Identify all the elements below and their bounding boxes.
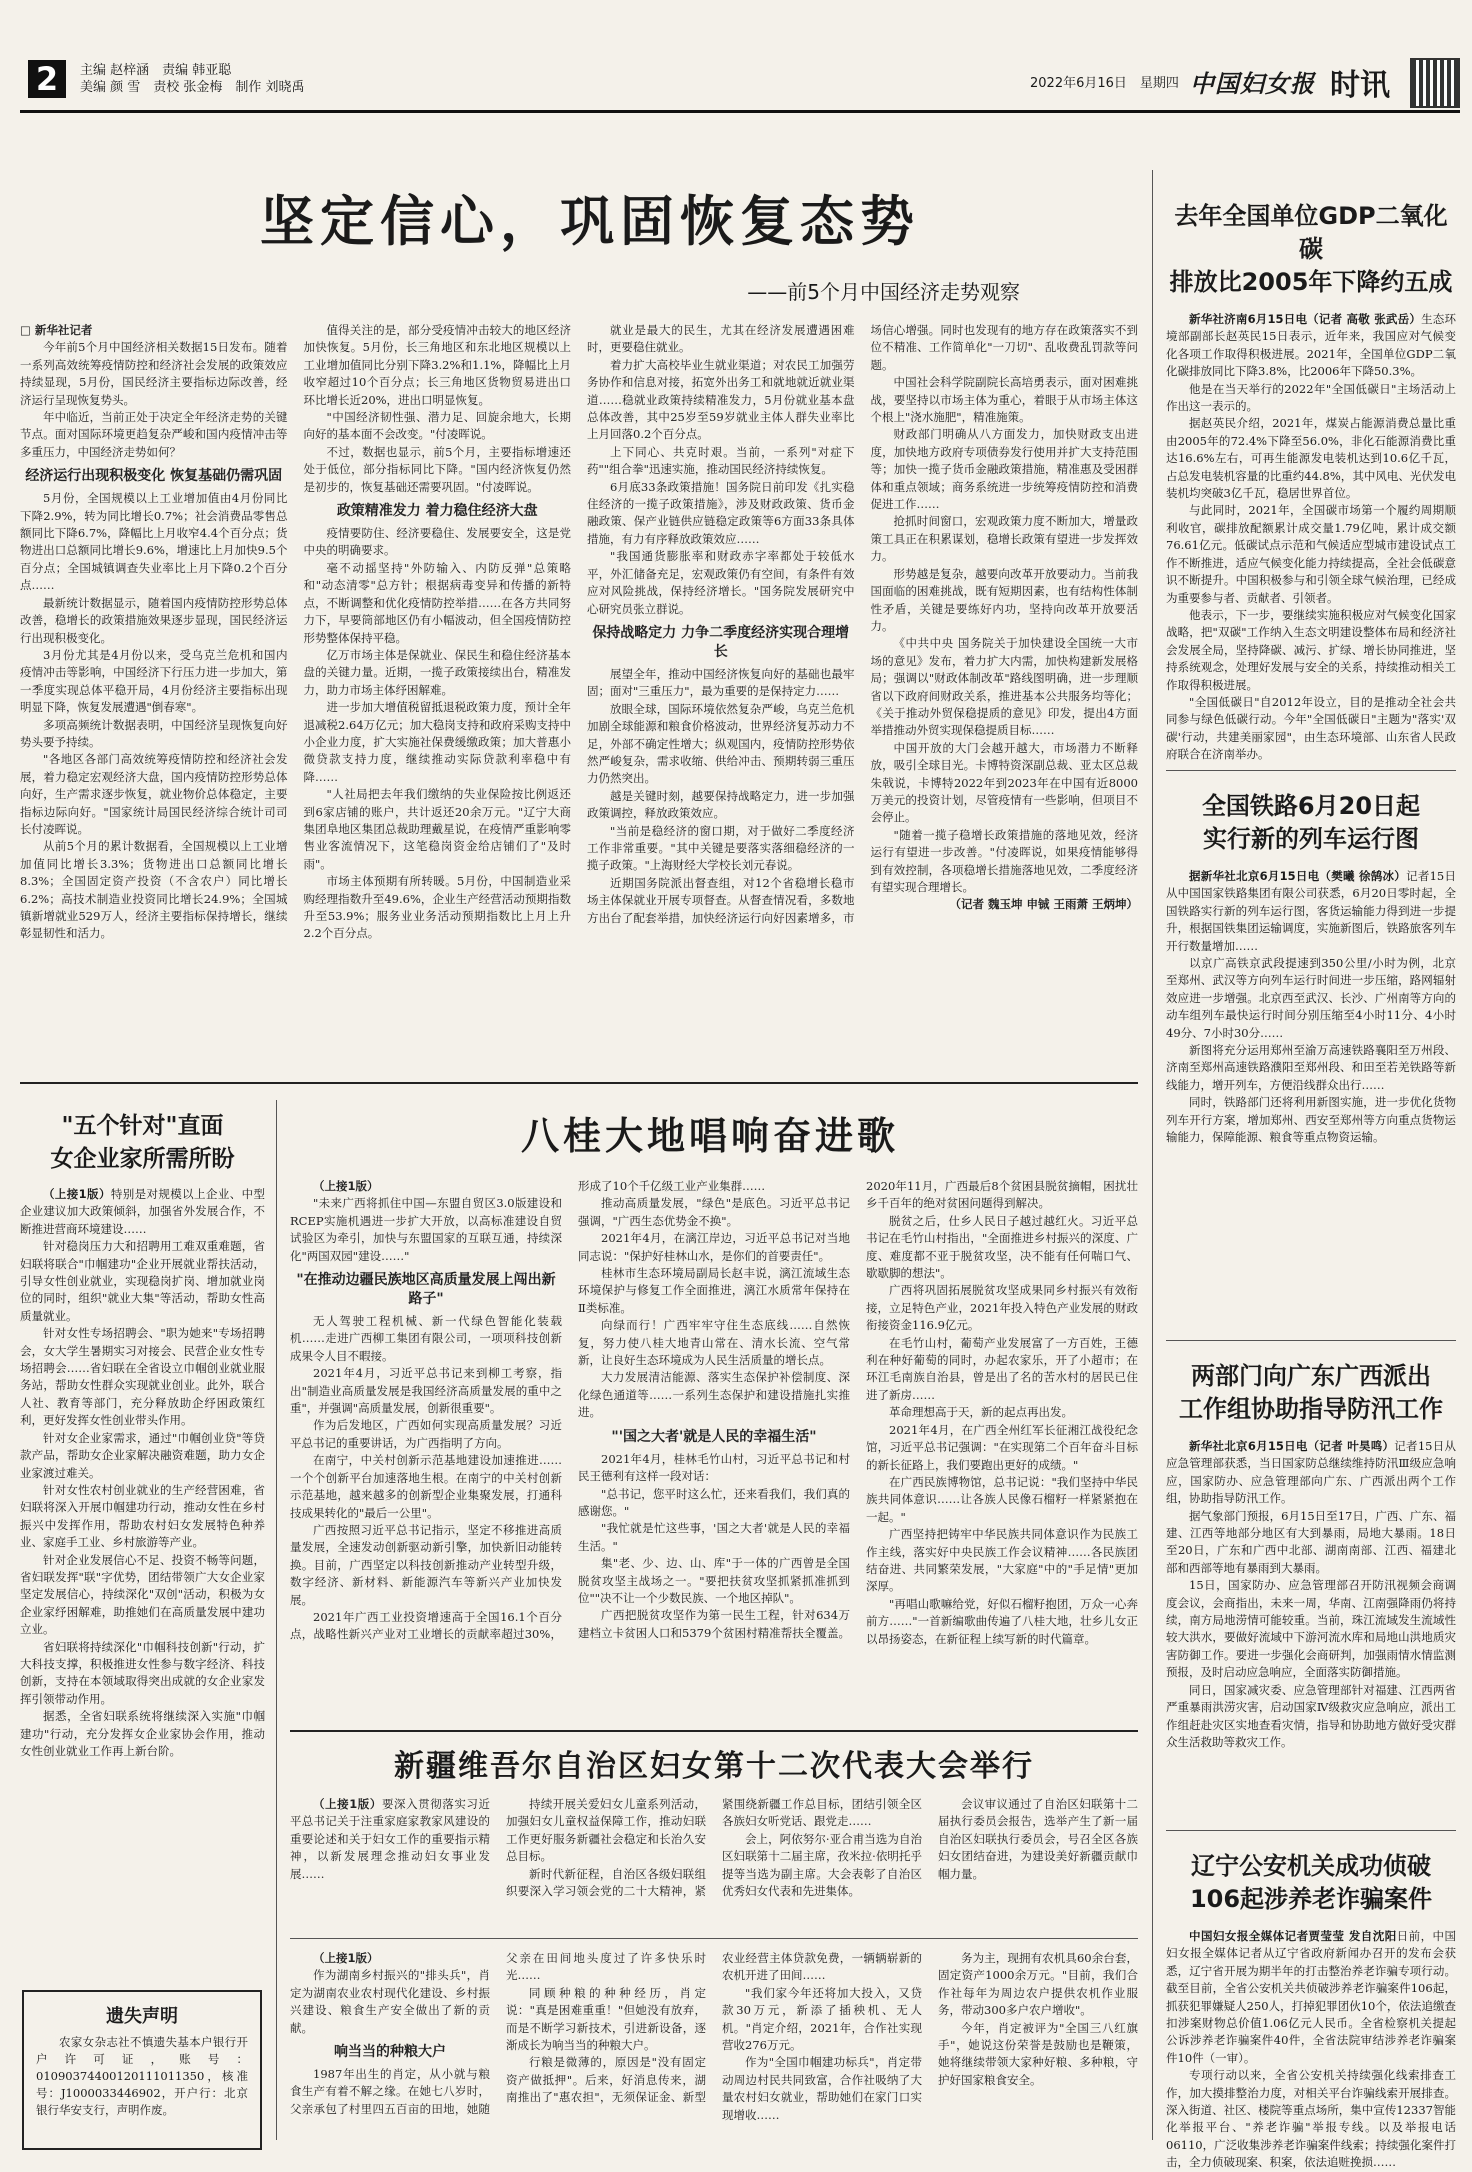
paragraph: 桂林市生态环境局副局长赵丰说，漓江流域生态环境保护与修复工作全面推进，漓江水质常年保持在Ⅱ类标准。 bbox=[578, 1266, 850, 1315]
title-line: 排放比2005年下降约五成 bbox=[1169, 268, 1453, 296]
paragraph: 据气象部门预报，6月15日至17日，广西、广东、福建、江西等地部分地区有大到暴雨，局地大暴雨。18日至20日，广东和广西中北部、湖南南部、江西、福建北部和西部等地有暴雨到大暴雨。 bbox=[1166, 1508, 1456, 1575]
story-title bbox=[1166, 790, 1456, 856]
paragraph: 5月份，全国规模以上工业增加值由4月份同比下降2.9%，转为同比增长0.7%；社会消费品零售总额同比下降6.7%，降幅比上月收窄4.4个百分点；货物进出口总额同比增长9.6%，增速比上月加快9.5个百分点；全国城镇调查失业率比上月下降0.2个百分点…… bbox=[20, 491, 288, 593]
subheading: 经济运行出现积极变化 恢复基础仍需巩固 bbox=[25, 468, 283, 485]
paragraph: 今年，肖定被评为"全国三八红旗手"，她说这份荣誉是鼓励也是鞭策，她将继续带领大家种好粮、多种粮，守护好国家粮食安全。 bbox=[938, 2020, 1138, 2087]
title-line: 去年全国单位GDP二氧化碳 bbox=[1174, 202, 1448, 263]
paragraph: 财政部门明确从八方面发力，加快财政支出进度，加快地方政府专项债券发行使用并扩大支持范围等；加快一揽子货币金融政策措施，精准惠及受困群体和重点领域；商务系统进一步统筹疫情防控和消费促进工作…… bbox=[870, 427, 1138, 512]
paragraph: "再唱山歌嘛给党，好似石榴籽抱团，万众一心奔前方……"一首新编歌曲传遍了八桂大地，壮乡儿女正以昂扬姿态，在新征程上续写新的时代篇章。 bbox=[866, 1596, 1138, 1646]
paragraph: 同日，国家减灾委、应急管理部针对福建、江西两省严重暴雨洪涝灾害，启动国家Ⅳ级救灾应急响应，派出工作组赶赴灾区实地查看灾情，指导和协助地方做好受灾群众生活救助等救灾工作。 bbox=[1166, 1682, 1456, 1749]
story-body bbox=[1166, 1928, 1456, 2172]
paragraph: 值得关注的是，部分受疫情冲击较大的地区经济加快恢复。5月份，长三角地区和东北地区规模以上工业增加值同比分别下降3.2%和1.1%，降幅比上月收窄超过10个百分点；长三角地区货物贸易进出口环比增长近20%，进出口明显恢复。 bbox=[303, 323, 571, 407]
paragraph: 中国开放的大门会越开越大，市场潜力不断释放，吸引全球目光。卡博特资深副总裁、亚太区总裁朱戟说，卡博特2022年到2023年在中国有近8000万美元的投资计划，尽管疫情有一些影响，但项目不会停止。 bbox=[870, 740, 1138, 825]
story-text: 记者15日从应急管理部获悉，当日国家防总继续维持防汛Ⅲ级应急响应，国家防办、应急管理部向广东、广西派出两个工作组，协助指导防汛工作。 bbox=[1166, 1439, 1456, 1506]
paragraph: 广西坚持把铸牢中华民族共同体意识作为民族工作主线，落实好中央民族工作会议精神……各民族团结奋进、共同繁荣发展，"大家庭"中的"手足情"更加深厚。 bbox=[866, 1527, 1138, 1594]
paragraph: 针对稳岗压力大和招聘用工难双重难题，省妇联将联合"巾帼建功"企业开展就业帮扶活动，引导女性创业就业，实现稳岗扩岗、增加就业岗位的同时，组织"就业大集"等活动，帮助女性高质量就业。 bbox=[20, 1239, 265, 1323]
story-lede: （上接1版） bbox=[313, 1797, 382, 1811]
staff-line-2: 美编 颜 雪 责校 张金梅 制作 刘晓禹 bbox=[80, 80, 305, 95]
subheading: 保持战略定力 力争二季度经济实现合理增长 bbox=[592, 624, 850, 660]
story-body bbox=[20, 1186, 265, 1760]
paragraph: 上下同心、共克时艰。当前，一系列"对症下药""组合拳"迅速实施，推动国民经济持续恢复。 bbox=[587, 444, 855, 477]
paragraph: 放眼全球，国际环境依然复杂严峻，乌克兰危机加剧全球能源和粮食价格波动，世界经济复苏动力不足，外部不确定性增大；纵观国内，疫情防控形势依然严峻复杂，需求收缩、供给冲击、预期转弱三重压力仍然突出。 bbox=[587, 701, 855, 786]
right-story-railway bbox=[1166, 790, 1456, 1325]
left-story-women-entrepreneurs bbox=[20, 1110, 265, 1990]
story-lede: 据新华社北京6月15日电（樊曦 徐鹄冰） bbox=[1189, 869, 1407, 883]
subheading: "'国之大者'就是人民的幸福生活" bbox=[611, 1428, 817, 1445]
paragraph: 作为"全国巾帼建功标兵"，肖定带动周边村民共同致富，合作社吸纳了大量农村妇女就业，帮助她们在家门口实现增收…… bbox=[722, 2055, 922, 2122]
story-text: 特别是对规模以上企业、中型企业建议加大政策倾斜，加强省外发展合作，不断推进营商环境建设…… bbox=[20, 1187, 265, 1236]
story-lede: 新华社济南6月15日电（记者 高敬 张武岳） bbox=[1189, 312, 1422, 326]
paragraph: 在毛竹山村，葡萄产业发展富了一方百姓，王德利在种好葡萄的同时，办起农家乐，开了小超市；在环江毛南族自治县，曾是出了名的苦水村的居民已住进了新房…… bbox=[866, 1335, 1138, 1402]
paragraph bbox=[20, 1186, 265, 1238]
paragraph: 针对女性农村创业就业的生产经营困难，省妇联将深入开展巾帼建功行动，推动女性在乡村振兴中发挥作用，帮助农村妇女发展特色种养业、家庭手工业、乡村旅游等产业。 bbox=[20, 1482, 265, 1550]
title-line: 辽宁公安机关成功侦破 bbox=[1191, 1852, 1431, 1880]
paragraph: "人社局把去年我们缴纳的失业保险按比例返还到6家店铺的账户，共计返还20余万元。"辽宁大商集团阜地区集团总裁助理戴星说，在疫情严重影响零售业客流情况下，这笔稳岗资金给店铺们了"及时雨"。 bbox=[303, 787, 571, 871]
story-body bbox=[1166, 311, 1456, 764]
paragraph: "总书记，您平时这么忙，还来看我们，我们真的感谢您。" bbox=[578, 1486, 850, 1518]
paragraph: 新图将充分运用郑州至渝万高速铁路襄阳至万州段、济南至郑州高速铁路濮阳至郑州段、和田至若羌铁路等新线能力，增开列车，方便沿线群众出行…… bbox=[1166, 1043, 1456, 1092]
left-column-rule bbox=[276, 1100, 277, 2140]
paragraph: 就业是最大的民生，尤其在经济发展遭遇困难时，更要稳住就业。 bbox=[587, 323, 855, 355]
paragraph: 广西将巩固拓展脱贫攻坚成果同乡村振兴有效衔接，立足特色产业，2021年投入特色产业发展的财政衔接资金116.9亿元。 bbox=[866, 1283, 1138, 1333]
paragraph: 毫不动摇坚持"外防输入、内防反弹"总策略和"动态清零"总方针；根据病毒变异和传播的新特点，不断调整和优化疫情防控举措……在各方共同努力下，早要筒部地区仍有小幅波动，但全国疫情防控形势整体保持平稳。 bbox=[303, 560, 571, 645]
paragraph: 与此同时，2021年，全国碳市场第一个履约周期顺利收官，碳排放配额累计成交量1.79亿吨，累计成交额76.61亿元。低碳试点示范和气候适应型城市建设试点工作不断推进，适应气候变化能力持续提高，全社会低碳意识不断提升。中国积极参与和引领全球气候治理，已经成为重要参与者、贡献者、引领者。 bbox=[1166, 503, 1456, 605]
paragraph: "各地区各部门高效统筹疫情防控和经济社会发展，着力稳定宏观经济大盘，国内疫情防控形势总体向好，生产需求逐步恢复，就业物价总体稳定，主要指标边际向好。"国家统计局国民经济综合统计司司长付凌晖说。 bbox=[20, 752, 288, 836]
paragraph: 同时，铁路部门还将利用新图实施，进一步优化货物列车开行方案，增加郑州、西安至郑州等方向重点货物运输能力，保障能源、粮食等重点物资运输。 bbox=[1166, 1095, 1456, 1145]
header-rule bbox=[20, 110, 1460, 113]
right-story-flood bbox=[1166, 1360, 1456, 1815]
paragraph bbox=[290, 1950, 490, 1967]
staff-credits bbox=[80, 62, 305, 96]
title-line: 工作组协助指导防汛工作 bbox=[1179, 1395, 1443, 1423]
issue-date: 2022年6月16日 星期四 bbox=[1030, 76, 1179, 91]
paragraph: 2021年4月，在漓江岸边，习近平总书记对当地同志说："保护好桂林山水，是你们的首要责任"。 bbox=[578, 1231, 850, 1263]
divider bbox=[290, 1938, 1138, 1939]
paragraph: 集"老、少、边、山、库"于一体的广西曾是全国脱贫攻坚主战场之一。"要把扶贫攻坚抓紧抓准抓到位""决不让一个少数民族、一个地区掉队"。 bbox=[578, 1556, 850, 1605]
story-text: 生态环境部副部长赵英民15日表示，近年来，我国应对气候变化各项工作取得积极进展。2021年，全国单位GDP二氧化碳排放同比下降3.8%，比2006年下降50.3%。 bbox=[1166, 312, 1456, 379]
paragraph: "我忙就是忙这些事，'国之大者'就是人民的幸福生活。" bbox=[578, 1521, 850, 1553]
xinjiang-headline: 新疆维吾尔自治区妇女第十二次代表大会举行 bbox=[394, 1749, 1034, 1784]
paragraph bbox=[290, 1796, 490, 1883]
paragraph: 中国社会科学院副院长高培勇表示，面对困难挑战，要坚持以市场主体为重心，着眼于从市场主体这个根上"浇水施肥"，精准施策。 bbox=[870, 375, 1138, 425]
guangxi-headline: 八桂大地唱响奋进歌 bbox=[520, 1114, 899, 1158]
divider bbox=[290, 1730, 1138, 1732]
right-story-carbon bbox=[1166, 200, 1456, 762]
qr-code[interactable] bbox=[1410, 58, 1460, 108]
story-lede: （上接1版） bbox=[313, 1951, 379, 1965]
paragraph: 脱贫之后，仕乡人民日子越过越红火。习近平总书记在毛竹山村指出，"全面推进乡村振兴的深度、广度、难度都不亚于脱贫攻坚，决不能有任何喘口气、歇歇脚的想法"。 bbox=[866, 1213, 1138, 1281]
subheading: 政策精准发力 着力稳住经济大盘 bbox=[336, 503, 538, 520]
paragraph: "我国通货膨胀率和财政赤字率都处于较低水平，外汇储备充足，宏观政策仍有空间，有条件有效应对风险挑战，保持经济增长。"国务院发展研究中心研究员张立群说。 bbox=[587, 549, 855, 616]
paragraph: 展望全年，推动中国经济恢复向好的基础也最牢固；面对"三重压力"，最为重要的是保持定力…… bbox=[587, 666, 855, 699]
story-lede: 新华社北京6月15日电（记者 叶昊鸣） bbox=[1189, 1439, 1395, 1453]
subheading: "在推动边疆民族地区高质量发展上闯出新路子" bbox=[296, 1272, 556, 1308]
paragraph: 着力扩大高校毕业生就业渠道；对农民工加强劳务协作和信息对接，拓宽外出务工和就地就近就业渠道……稳就业政策持续精准发力，5月份就业基本盘总体改善，其中25岁至59岁就业主体人群失业率比上月回落0.2个百分点。 bbox=[587, 357, 855, 442]
paragraph: "中国经济韧性强、潜力足、回旋余地大，长期向好的基本面不会改变。"付凌晖说。 bbox=[303, 410, 571, 442]
paragraph: 他是在当天举行的2022年"全国低碳日"主场活动上作出这一表示的。 bbox=[1166, 381, 1456, 414]
paragraph: 会上，阿依努尔·亚合甫当选为自治区妇联第十二届主席，孜米拉·依明托乎提等当选为副主席。大会表彰了自治区优秀妇女代表和先进集体。 bbox=[722, 1831, 922, 1899]
guangxi-article-body bbox=[290, 1178, 1138, 1716]
paragraph bbox=[1166, 1928, 1456, 2067]
reporter-credit: （记者 魏玉坤 申铖 王雨萧 王炳坤） bbox=[949, 897, 1138, 912]
story-title bbox=[1166, 1360, 1456, 1426]
paragraph: 不过，数据也显示，前5个月，主要指标增速还处于低位，部分指标同比下降。"国内经济恢复仍然是初步的，恢复基础还需要巩固。"付凌晖说。 bbox=[303, 444, 571, 494]
section-name: 时讯 bbox=[1330, 68, 1390, 103]
story-title bbox=[20, 1110, 265, 1176]
paragraph: 6月底33条政策措施！国务院日前印发《扎实稳住经济的一揽子政策措施》，涉及财政政策、货币金融政策、保产业链供应链稳定政策等6方面33条具体措施，有力有序释放政策效应…… bbox=[587, 479, 855, 546]
title-line: 女企业家所需所盼 bbox=[50, 1146, 235, 1172]
story-lede: 中国妇女报全媒体记者贾莹莹 发自沈阳 bbox=[1189, 1929, 1397, 1943]
paragraph: 疫情要防住、经济要稳住、发展要安全，这是党中央的明确要求。 bbox=[303, 526, 571, 558]
paragraph: 针对企业发展信心不足、投资不畅等问题，省妇联发挥"联"字优势，团结带领广大女企业家坚定发展信心，持续深化"双创"活动，积极为女企业家纾困解难，助推她们在高质量发展中建功立业。 bbox=[20, 1552, 265, 1637]
paragraph: 市场主体预期有所转暖。5月份，中国制造业采购经理指数升至49.6%，企业生产经营活动预期指数升至53.9%；服务业业务活动预期指数比上月上升2.2个百分点。 bbox=[303, 874, 571, 941]
paragraph: 2021年4月，桂林毛竹山村，习近平总书记和村民王德利有这样一段对话： bbox=[578, 1451, 850, 1484]
paragraph: 今年前5个月中国经济相关数据15日发布。随着一系列高效统筹疫情防控和经济社会发展的政策效应持续显现，5月份，国民经济主要指标边际改善，经济运行呈现恢复势头。 bbox=[20, 340, 288, 407]
right-column-rule bbox=[1152, 170, 1153, 2140]
paragraph: 据悉，全省妇联系统将继续深入实施"巾帼建功"行动，充分发挥女企业家协会作用，推动女性创业就业工作再上新台阶。 bbox=[20, 1709, 265, 1758]
paragraph: "我们家今年还将加大投入，又贷款30万元，新添了插秧机、无人机。"肖定介绍，2021年，合作社实现营收276万元。 bbox=[722, 1985, 922, 2053]
paragraph: 在广西民族博物馆，总书记说："我们坚持中华民族共同体意识……让各族人民像石榴籽一样紧紧抱在一起。" bbox=[866, 1474, 1138, 1524]
staff-line-1: 主编 赵梓涵 责编 韩亚聪 bbox=[80, 63, 232, 78]
paragraph: 向绿而行！广西牢牢守住生态底线……自然恢复，努力使八桂大地青山常在、清水长流、空气常新，让良好生态环境成为人民生活质量的增长点。 bbox=[578, 1318, 850, 1368]
paragraph: 无人驾驶工程机械、新一代绿色智能化装载机……走进广西柳工集团有限公司，一项项科技创新成果令人目不暇接。 bbox=[290, 1314, 562, 1363]
paragraph: "当前是稳经济的窗口期，对于做好二季度经济工作非常重要。"其中关键是要落实落细稳经济的一揽子政策。"上海财经大学校长刘元春说。 bbox=[587, 823, 855, 873]
paragraph: 作为湖南乡村振兴的"排头兵"，肖定为湖南农业农村现代化建设、乡村振兴建设、粮食生产安全做出了新的贡献。 bbox=[290, 1968, 490, 2035]
paragraph: 近期国务院派出督查组，对12个省稳增长稳市场主体保就业开展专项督查。从督查情况看，多数地方出台了配套举措，加快经济运行向好因素增多，市场信心增强。同时也发现有的地方存在政策落实不到位不精准、工作简单化"一刀切"、乱收费乱罚款等问题。 bbox=[587, 323, 1138, 925]
paragraph: 持续开展关爱妇女儿童系列活动，加强妇女儿童权益保障工作，推动妇联工作更好服务新疆社会稳定和长治久安总目标。 bbox=[506, 1797, 706, 1864]
divider bbox=[1166, 770, 1456, 771]
paragraph: 专项行动以来，全省公安机关持续强化线索排查工作，加大摸排整治力度，对相关平台诈骗线索开展排查。深入街道、社区、楼院等重点场所，集中宣传12337智能化举报平台、"养老诈骗"举报专线。以及举报电话06110，广泛收集涉养老诈骗案件线索；持续强化案件打击，全力侦破现案、积案，依法追赃挽损…… bbox=[1166, 2068, 1456, 2170]
paragraph bbox=[1166, 868, 1456, 955]
lead-bottom-rule bbox=[20, 1082, 1138, 1084]
paragraph: "随着一揽子稳增长政策措施的落地见效，经济运行有望进一步改善。"付凌晖说，如果疫情能够得到有效控制，各项稳增长措施落地见效，二季度经济有望实现合理增长。 bbox=[870, 827, 1138, 894]
title-line: "五个针对"直面 bbox=[61, 1113, 224, 1139]
paragraph: 会议审议通过了自治区妇联第十二届执行委员会报告，选举产生了新一届自治区妇联执行委员会，号召全区各族妇女团结奋进，为建设美好新疆贡献巾帼力量。 bbox=[938, 1797, 1138, 1881]
page-number: 2 bbox=[28, 60, 66, 98]
paragraph: 省妇联将持续深化"巾帼科技创新"行动，扩大科技支撑，积极推进女性参与数字经济、科技创新，支持在本领域取得突出成就的女企业家发挥引领带动作用。 bbox=[20, 1639, 265, 1706]
paragraph: 在南宁，中关村创新示范基地建设加速推进……一个个创新平台加速落地生根。在南宁的中关村创新示范基地，越来越多的创新型企业集聚发展，打通科技成果转化的"最后一公里"。 bbox=[290, 1453, 562, 1520]
paragraph: 推动高质量发展，"绿色"是底色。习近平总书记强调，"广西生态优势金不换"。 bbox=[578, 1196, 850, 1228]
xinjiang-article-body bbox=[290, 1796, 1138, 1928]
paragraph: 作为后发地区，广西如何实现高质量发展？习近平总书记的重要讲话，为广西指明了方向。 bbox=[290, 1418, 562, 1450]
paragraph bbox=[290, 1178, 562, 1195]
lead-subtitle: ——前5个月中国经济走势观察 bbox=[747, 280, 1020, 304]
paragraph: "未来广西将抓住中国—东盟自贸区3.0版建设和RCEP实施机遇进一步扩大开放，以高标准建设自贸试验区为牵引，加快与东盟国家的互联互通，持续深化"两国双园"建设……" bbox=[290, 1196, 562, 1263]
paragraph: 新时代新征程，自治区各级妇联组织要深入学习领会党的二十大精神，紧紧围绕新疆工作总目标，团结引领全区各族妇女听党话、跟党走…… bbox=[506, 1797, 922, 1899]
notice-title: 遗失声明 bbox=[106, 2006, 178, 2027]
masthead-bar bbox=[0, 0, 1472, 108]
story-body bbox=[1166, 868, 1456, 1147]
paragraph: 行粮是微薄的，原因是"没有固定资产做抵押"。后来，好消息传来，湖南推出了"惠农担"，无须保证金、新型农业经营主体贷款免费，一辆辆崭新的农机开进了田间…… bbox=[506, 1951, 922, 2105]
divider bbox=[1166, 1340, 1456, 1341]
paper-name: 中国妇女报 bbox=[1190, 69, 1315, 98]
story-lede: （上接1版） bbox=[313, 1179, 379, 1193]
lead-article-body bbox=[20, 322, 1138, 1070]
paragraph: 1987年出生的肖定，从小就与粮食生产有着不解之缘。在她七八岁时，父亲承包了村里四五百亩的田地，她随父亲在田间地头度过了许多快乐时光…… bbox=[290, 1951, 706, 2116]
paragraph: 大力发展清洁能源、落实生态保护补偿制度、深化绿色通道等……一系列生态保护和建设措施扎实推进。 bbox=[578, 1370, 850, 1420]
title-line: 106起涉养老诈骗案件 bbox=[1189, 1885, 1433, 1913]
paragraph: 年中临近，当前正处于决定全年经济走势的关键节点。面对国际环境更趋复杂严峻和国内疫情冲击等多重压力，中国经济走势如何？ bbox=[20, 410, 288, 459]
lost-notice-box bbox=[22, 1990, 262, 2150]
paragraph: 务为主，现拥有农机具60余台套，固定资产1000余万元。"目前，我们合作社每年为周边农户提供农机作业服务，带动300多户农户增收"。 bbox=[938, 1951, 1138, 2018]
paragraph bbox=[1166, 311, 1456, 381]
notice-text: 农家女杂志社不慎遗失基本户银行开户许可证，账号：01090374400120111011350，核准号：J1000033446902，开户行：北京银行华安支行，声明作废。 bbox=[36, 2035, 248, 2117]
paragraph: 3月份尤其是4月份以来，受乌克兰危机和国内疫情冲击等影响，中国经济下行压力进一步加大，第一季度实现总体平稳开局，4月份经济主要指标出现明显下降，恢复发展遭遇"倒春寒"。 bbox=[20, 647, 288, 715]
paragraph: 针对女企业家需求，通过"巾帼创业贷"等贷款产品，帮助女企业家解决融资难题，助力女企业家渡过难关。 bbox=[20, 1430, 265, 1480]
paragraph bbox=[1166, 1438, 1456, 1508]
paragraph: 从前5个月的累计数据看，全国规模以上工业增加值同比增长3.3%；货物进出口总额同比增长8.3%；全国固定资产投资（不含农户）同比增长6.2%；高技术制造业投资同比增长24.9%；全国城镇新增就业529万人，经济主要指标保持增长，继续彰显韧性和活力。 bbox=[20, 839, 288, 941]
story-text: 日前，中国妇女报全媒体记者从辽宁省政府新闻办召开的发布会获悉，辽宁省开展为期半年的打击整治养老诈骗专项行动。截至目前，全省公安机关共侦破涉养老诈骗案件106起，抓获犯罪嫌疑人250人，打掉犯罪团伙10个，依法追缴查扣涉案财物总价值1.06亿元人民币。全省检察机关提起公诉涉养老诈骗案件40件，全省法院审结涉养老诈骗案件10件（一审）。 bbox=[1166, 1929, 1456, 2065]
paragraph: 广西按照习近平总书记指示，坚定不移推进高质量发展，全速发动创新驱动新引擎，加快新旧动能转换。目前，广西坚定以科技创新推动产业转型升级，数字经济、新材料、新能源汽车等新兴产业加快发展。 bbox=[290, 1522, 562, 1607]
paragraph: 针对女性专场招聘会、"职为她来"专场招聘会，女大学生暑期实习对接会、民营企业女性专场招聘会……省妇联在全省设立巾帼创业就业服务站，帮助女性群众实现就业创业。此外，联合人社、教育等部门，充分释放助企纾困政策红利，更好发挥女性创业带头作用。 bbox=[20, 1326, 265, 1428]
paragraph: 2021年4月，习近平总书记来到柳工考察，指出"制造业高质量发展是我国经济高质量发展的重中之重"，并强调"高质量发展，创新很重要"。 bbox=[290, 1366, 562, 1416]
paragraph: 《中共中央 国务院关于加快建设全国统一大市场的意见》发布，着力扩大内需，加快构建新发展格局；强调以"财政体制改革"路线图明确，进一步理顺省以下政府间财政关系，推进基本公共服务均等化；《关于推动外贸保稳提质的意见》印发，提出4方面举措推动外贸实现保稳提质目标…… bbox=[870, 636, 1138, 738]
paragraph: 他表示，下一步，要继续实施积极应对气候变化国家战略，把"双碳"工作纳入生态文明建设整体布局和经济社会发展全局，坚持降碳、减污、扩绿、增长协同推进，坚持系统观念，处理好发展与安全的关系，持续推动相关工作取得积极进展。 bbox=[1166, 607, 1456, 692]
story-text: 要深入贯彻落实习近平总书记关于注重家庭家教家风建设的重要论述和关于妇女工作的重要指示精神，以新发展理念推动妇女事业发展…… bbox=[290, 1797, 490, 1881]
divider bbox=[1166, 1830, 1456, 1831]
lead-byline: □ 新华社记者 bbox=[20, 323, 93, 337]
paragraph: 以京广高铁京武段提速到350公里/小时为例，北京至郑州、武汉等方向列车运行时间进一步压缩，路网辐射效应进一步增强。北京西至武汉、长沙、广州南等方向的动车组列车最快运行时间分别压缩至4小时11分、4小时49分、7小时30分…… bbox=[1166, 956, 1456, 1040]
paragraph: 广西把脱贫攻坚作为第一民生工程，针对634万建档立卡贫困人口和5379个贫困村精准帮扶全覆盖。2020年11月，广西最后8个贫困县脱贫摘帽，困扰壮乡千百年的绝对贫困问题得到解决。 bbox=[578, 1179, 1138, 1640]
title-line: 全国铁路6月20日起 bbox=[1201, 792, 1421, 820]
subheading: 响当当的种粮大户 bbox=[334, 2044, 446, 2061]
paragraph: 多项高频统计数据表明，中国经济呈现恢复向好势头要予持续。 bbox=[20, 717, 288, 749]
paragraph: 革命理想高于天，新的起点再出发。 bbox=[889, 1405, 1073, 1420]
story-text: 记者15日从中国国家铁路集团有限公司获悉，6月20日零时起，全国铁路实行新的列车运行图，客货运输能力得到进一步提升，根据国铁集团运输调度，实施新图后，铁路旅客列车开行数量增加…… bbox=[1166, 869, 1456, 953]
title-line: 实行新的列车运行图 bbox=[1203, 825, 1419, 853]
paragraph: 2021年广西工业投资增速高于全国16.1个百分点，战略性新兴产业对工业增长的贡献率超过30%，形成了10个千亿级工业产业集群…… bbox=[290, 1179, 766, 1642]
story-title bbox=[1166, 200, 1456, 299]
paragraph: 形势越是复杂，越要向改革开放要动力。当前我国面临的困难挑战，既有短期因素，也有结构性体制性矛盾，关键是要练好内功，坚持向改革开放要活力。 bbox=[870, 566, 1138, 633]
paragraph: 亿万市场主体是保就业、保民生和稳住经济基本盘的关键力量。近期，一揽子政策接续出台，精准发力，助力市场主体纾困解难。 bbox=[303, 647, 571, 697]
paragraph: 进一步加大增值税留抵退税政策力度，预计全年退减税2.64万亿元；加大稳岗支持和政府采购支持中小企业力度，扩大实施社保费缓缴政策；加大普惠小微贷款支持力度，继续推动实际贷款利率稳中有降…… bbox=[303, 700, 571, 784]
title-line: 两部门向广东广西派出 bbox=[1191, 1362, 1431, 1390]
story-lede: （上接1版） bbox=[43, 1187, 111, 1201]
story-body bbox=[1166, 1438, 1456, 1751]
paragraph: 最新统计数据显示，随着国内疫情防控形势总体改善，稳增长的政策措施效果逐步显现，国民经济运行出现积极变化。 bbox=[20, 595, 288, 645]
paragraph: "全国低碳日"自2012年设立，目的是推动全社会共同参与绿色低碳行动。今年"全国低碳日"主题为"落实'双碳'行动，共建美丽家园"，由生态环境部、山东省人民政府联合在济南举办。 bbox=[1166, 694, 1456, 762]
paragraph: 2021年4月，在广西全州红军长征湘江战役纪念馆，习近平总书记强调："在实现第二个百年奋斗目标的新长征路上，我们要跑出更好的成绩。" bbox=[866, 1422, 1138, 1472]
lead-headline: 坚定信心，巩固恢复态势 bbox=[260, 190, 920, 253]
paragraph: 抢抓时间窗口，宏观政策力度不断加大，增量政策工具正在积累谋划，稳增长政策有望进一步发挥效力。 bbox=[870, 514, 1138, 564]
paragraph: 据赵英民介绍，2021年，煤炭占能源消费总量比重由2005年的72.4%下降至56.0%，非化石能源消费比重达16.6%左右，可再生能源发电装机达到10.6亿千瓦，占总发电装机容量的比重约44.8%，其中风电、光伏发电装机均突破3亿千瓦，稳居世界首位。 bbox=[1166, 416, 1456, 501]
paragraph: 15日，国家防办、应急管理部召开防汛视频会商调度会议，会商指出，未来一周，华南、江南强降雨仍将持续，南方局地涝情可能较重。当前，珠江流域发生流域性较大洪水，要做好流域中下游河流水库和局地山洪地质灾害防御工作。要进一步强化会商研判，加强雨情水情监测预报，及时启动应急响应，全面落实防御措施。 bbox=[1166, 1578, 1456, 1680]
bottom-article-body bbox=[290, 1950, 1138, 2150]
right-story-fraud bbox=[1166, 1850, 1456, 2170]
story-title bbox=[1166, 1850, 1456, 1916]
paragraph: 同顾种粮的种种经历，肖定说："真是困难重重！"但她没有放弃，而是不断学习新技术，引进新设备，逐渐成长为响当当的种粮大户。 bbox=[506, 1985, 706, 2053]
paragraph: 越是关键时刻，越要保持战略定力，进一步加强政策调控，释放政策效应。 bbox=[587, 788, 855, 821]
